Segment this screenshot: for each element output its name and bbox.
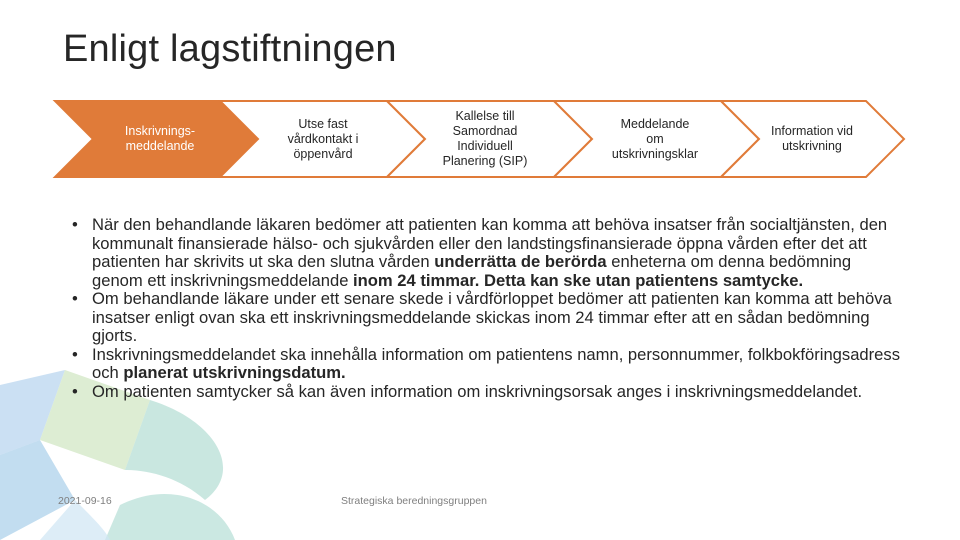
bullet-text: Om behandlande läkare under ett senare skede i vårdförloppet bedömer att patienten kan komma att behöva insatser enligt ovan ska ett inskrivningsmeddelande skickas inom 24 timmar efter att en sådan bedömning gjorts. <box>92 289 892 345</box>
bullet-item <box>70 290 900 346</box>
bullet-text: Inskrivningsmeddelandet ska innehålla information om patientens namn, personnummer, folkbokföringsadress och <box>92 344 901 382</box>
footer-center-text: Strategiska beredningsgruppen <box>341 495 487 507</box>
bullet-item <box>70 216 900 290</box>
process-step-5-label: Information vid utskrivning <box>771 124 853 153</box>
bullet-item <box>70 383 900 402</box>
process-step-2-label: Utse fast vårdkontakt i öppenvård <box>287 116 359 161</box>
page-title: Enligt lagstiftningen <box>63 28 397 70</box>
bullet-item <box>70 346 900 383</box>
bullet-text: När den behandlande läkaren bedömer att patienten kan komma att behöva insatser från socialtjänsten, den kommunalt finansierade hälso- och sjukvården eller den landstingsfinansierade öppna vården efter det att patienten har skrivits ut ska den slutna vården <box>92 215 888 271</box>
bullet-bold-text: underrätta de berörda <box>434 252 607 271</box>
bullet-bold-text: planerat utskrivningsdatum. <box>123 363 346 382</box>
bullet-list <box>70 216 900 401</box>
bullet-text: Om patienten samtycker så kan även information om inskrivningsorsak anges i inskrivningsmeddelandet. <box>92 381 863 401</box>
process-step-3-label: Kallelse till Samordnad Individuell Planering (SIP) <box>442 109 528 168</box>
bullet-text: enheterna om denna bedömning genom ett inskrivningsmeddelande <box>92 252 852 290</box>
process-step-1-label: Inskrivnings- meddelande <box>124 124 196 153</box>
process-step-4-label: Meddelande om utskrivningsklar <box>611 116 699 161</box>
footer-date: 2021-09-16 <box>58 495 112 507</box>
bullet-bold-text: inom 24 timmar. Detta kan ske utan patientens samtycke. <box>353 270 804 290</box>
